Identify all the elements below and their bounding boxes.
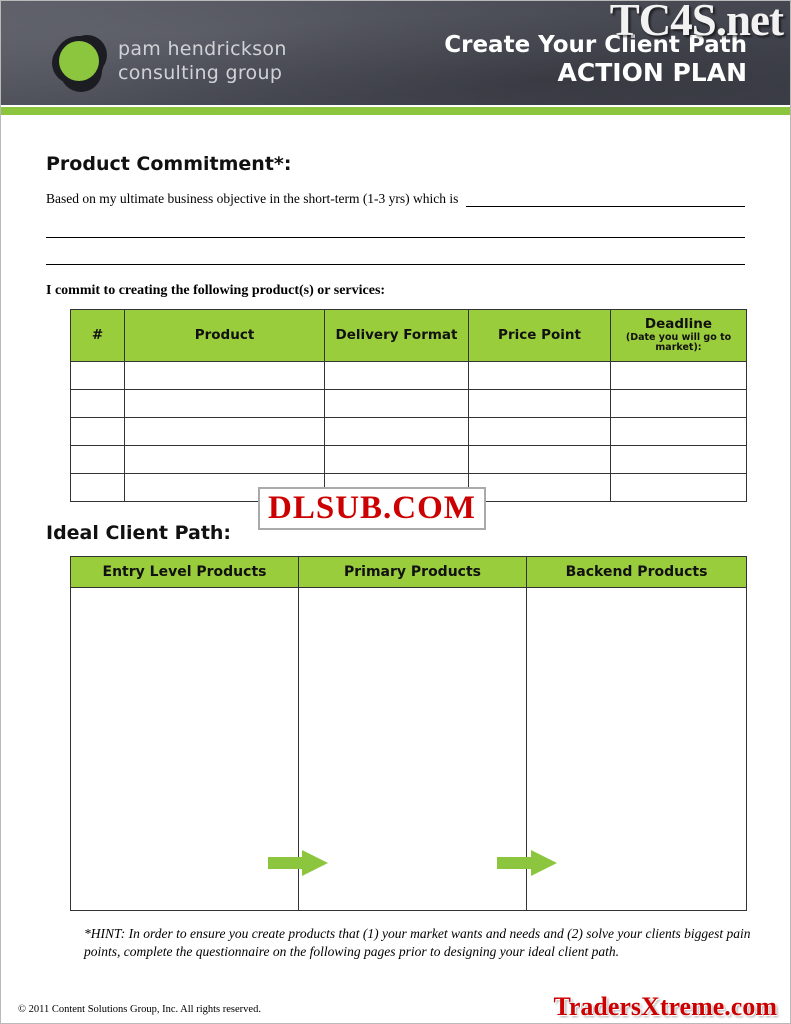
path-row [71, 587, 747, 910]
cell-delivery-format[interactable] [325, 445, 469, 473]
cell-product[interactable] [125, 361, 325, 389]
cell-deadline[interactable] [611, 417, 747, 445]
table-row [71, 417, 747, 445]
column-header-entry-level-products: Entry Level Products [71, 556, 299, 587]
cell-number[interactable] [71, 417, 125, 445]
product-commitment-table [70, 309, 747, 502]
column-header-delivery-format: Delivery Format [325, 310, 469, 362]
commitment-label: I commit to creating the following product(s) or services: [46, 283, 386, 298]
hint-text: *HINT: In order to ensure you create products that (1) your market wants and needs and (2) solve your clients biggest pain points, complete the questionnaire on the following pages prior to designing your ideal client path. [84, 925, 751, 959]
cell-deadline[interactable] [611, 389, 747, 417]
cell-price-point[interactable] [469, 417, 611, 445]
section-heading-product-commitment: Product Commitment*: [46, 153, 292, 175]
path-header-row [71, 556, 747, 587]
cell-delivery-format[interactable] [325, 417, 469, 445]
column-header-primary-products: Primary Products [299, 556, 527, 587]
watermark-bottom: TradersXtreme.com [553, 992, 777, 1021]
cell-deadline[interactable] [611, 473, 747, 501]
column-header-product: Product [125, 310, 325, 362]
header-accent-band [0, 105, 791, 115]
objective-prompt: Based on my ultimate business objective in the short-term (1-3 yrs) which is [46, 191, 459, 206]
brand-logo [52, 34, 287, 88]
cell-backend-products[interactable] [527, 587, 747, 910]
column-header-backend-products: Backend Products [527, 556, 747, 587]
watermark-top: TC4S.net [609, 0, 783, 45]
column-header-price-point: Price Point [469, 310, 611, 362]
cell-product[interactable] [125, 389, 325, 417]
deadline-subtext: (Date you will go to market): [625, 331, 732, 354]
cell-number[interactable] [71, 445, 125, 473]
objective-write-line-3[interactable] [46, 238, 745, 265]
section-heading-ideal-client-path: Ideal Client Path: [46, 521, 232, 544]
table-row [71, 445, 747, 473]
cell-product[interactable] [125, 417, 325, 445]
title-line-1: Create Your Client Path [444, 32, 747, 58]
document-body [0, 115, 791, 961]
cell-delivery-format[interactable] [325, 389, 469, 417]
cell-price-point[interactable] [469, 473, 611, 501]
cell-number[interactable] [71, 473, 125, 501]
column-header-number: # [71, 310, 125, 362]
cell-deadline[interactable] [611, 445, 747, 473]
title-line-2: ACTION PLAN [557, 58, 747, 88]
table-row [71, 389, 747, 417]
objective-line [46, 191, 745, 207]
cell-price-point[interactable] [469, 361, 611, 389]
cell-primary-products[interactable] [299, 587, 527, 910]
table-row [71, 361, 747, 389]
brand-line-1: pam hendrickson [118, 37, 287, 60]
watermark-middle: DLSUB.COM [258, 487, 486, 530]
deadline-title: Deadline [644, 316, 713, 332]
cell-number[interactable] [71, 389, 125, 417]
arrow-right-icon [497, 850, 557, 876]
objective-write-line-1[interactable] [466, 194, 745, 207]
cell-product[interactable] [125, 445, 325, 473]
cell-deadline[interactable] [611, 361, 747, 389]
objective-write-line-2[interactable] [46, 211, 745, 238]
page-footer [0, 990, 791, 1024]
ideal-client-path-table [70, 556, 747, 911]
splat-circle-icon [52, 34, 106, 88]
brand-name [118, 37, 287, 86]
column-header-deadline [611, 310, 747, 362]
arrow-right-icon [268, 850, 328, 876]
cell-entry-level-products[interactable] [71, 587, 299, 910]
table-header-row [71, 310, 747, 362]
copyright-text: © 2011 Content Solutions Group, Inc. All rights reserved. [18, 1004, 261, 1015]
brand-line-2: consulting group [118, 62, 283, 84]
cell-number[interactable] [71, 361, 125, 389]
page-header [0, 0, 791, 115]
cell-price-point[interactable] [469, 389, 611, 417]
cell-price-point[interactable] [469, 445, 611, 473]
cell-delivery-format[interactable] [325, 361, 469, 389]
